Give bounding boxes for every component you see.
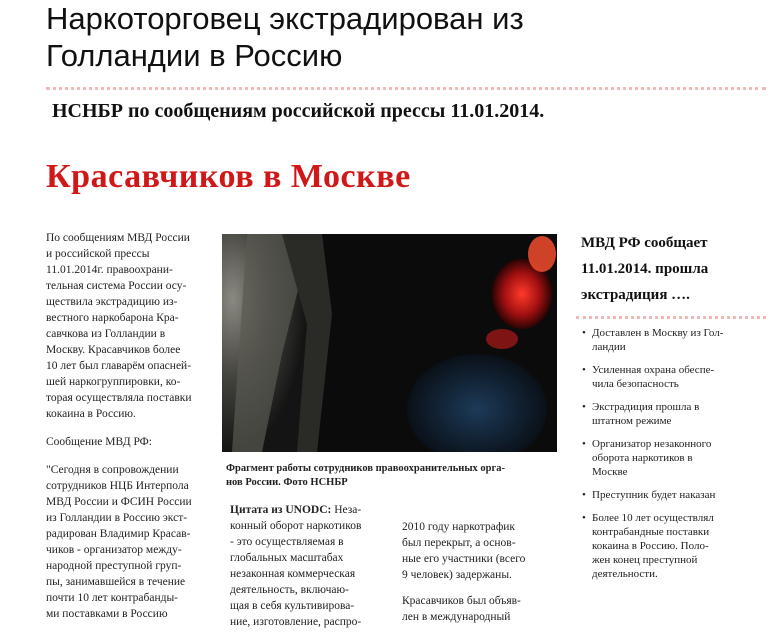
quote-lead: Цитата из UNODC: [230, 504, 332, 516]
left-paragraph-1: По сообщениям МВД России и российской прессы 11.01.2014г. правоохрани- тельная система России осу- ществила экстрадицию из- вестного наркобарона Кра- савчкова из Голландии в Москву. Красавчиков более 10 лет был главарём опасней- шей наркогруппировки, ко- торая осуществляла поставки кокаина в Россию. [46, 232, 192, 420]
photo-caption: Фрагмент работы сотрудников правоохранительных орга- нов России. Фото НСНБР [226, 463, 506, 488]
list-item: • Доставлен в Москву из Гол- ландии [582, 327, 724, 353]
headline-line-1: Наркоторговец экстрадирован из [46, 1, 524, 36]
left-column [46, 230, 206, 634]
section-title: Красавчиков в Москве [46, 158, 411, 195]
bullet-icon: • [582, 438, 586, 450]
bullet-icon: • [582, 512, 586, 524]
list-item: • Экстрадиция прошла в штатном режиме [582, 401, 700, 427]
middle-paragraph-2: Красавчиков был объяв- лен в международный [402, 595, 521, 623]
list-item: • Организатор незаконного оборота наркотиков в Москве [582, 438, 712, 478]
list-item: • Преступник будет наказан [582, 489, 716, 501]
bullet-icon: • [582, 327, 586, 339]
middle-text-column [402, 519, 552, 635]
middle-paragraph-1: 2010 году наркотрафик был перекрыт, а основ- ные его участники (всего 9 человек) задержаны. [402, 521, 526, 581]
left-paragraph-2: Сообщение МВД РФ: [46, 436, 152, 448]
bullet-icon: • [582, 401, 586, 413]
sidebar-title: МВД РФ сообщает 11.01.2014. прошла экстрадиция …. [581, 235, 709, 303]
photo-image [222, 234, 557, 452]
article-headline [46, 0, 746, 74]
sidebar-dotted-divider [576, 316, 766, 319]
bullet-icon: • [582, 489, 586, 501]
quote-column: Цитата из UNODC: Неза- конный оборот наркотиков - это осуществляемая в глобальных масштабах незаконная коммерческая деятельность, включаю- щая в себя культивирова- ние, изготовление, распро- [230, 504, 362, 628]
left-paragraph-3: "Сегодня в сопровождении сотрудников НЦБ Интерпола МВД России и ФСИН России из Голландии в Россию экст- радирован Владимир Красав- чиков - организатор между- народной преступной груп- пы, занимавшейся в течение почти 10 лет контрабанды- ми поставками в Россию [46, 464, 192, 620]
bullet-icon: • [582, 364, 586, 376]
list-item: • Усиленная охрана обеспе- чила безопасность [582, 364, 715, 390]
article-photo [222, 234, 557, 452]
top-dotted-divider [46, 87, 766, 90]
headline-line-2: Голландии в Россию [46, 38, 343, 73]
sidebar-bullet-list [580, 326, 745, 590]
list-item: • Более 10 лет осуществлял контрабандные поставки кокаина в Россию. Поло- жен конец преступной деятельности. [582, 512, 714, 580]
subheadline: НСНБР по сообщениям российской прессы 11.01.2014. [52, 100, 545, 122]
